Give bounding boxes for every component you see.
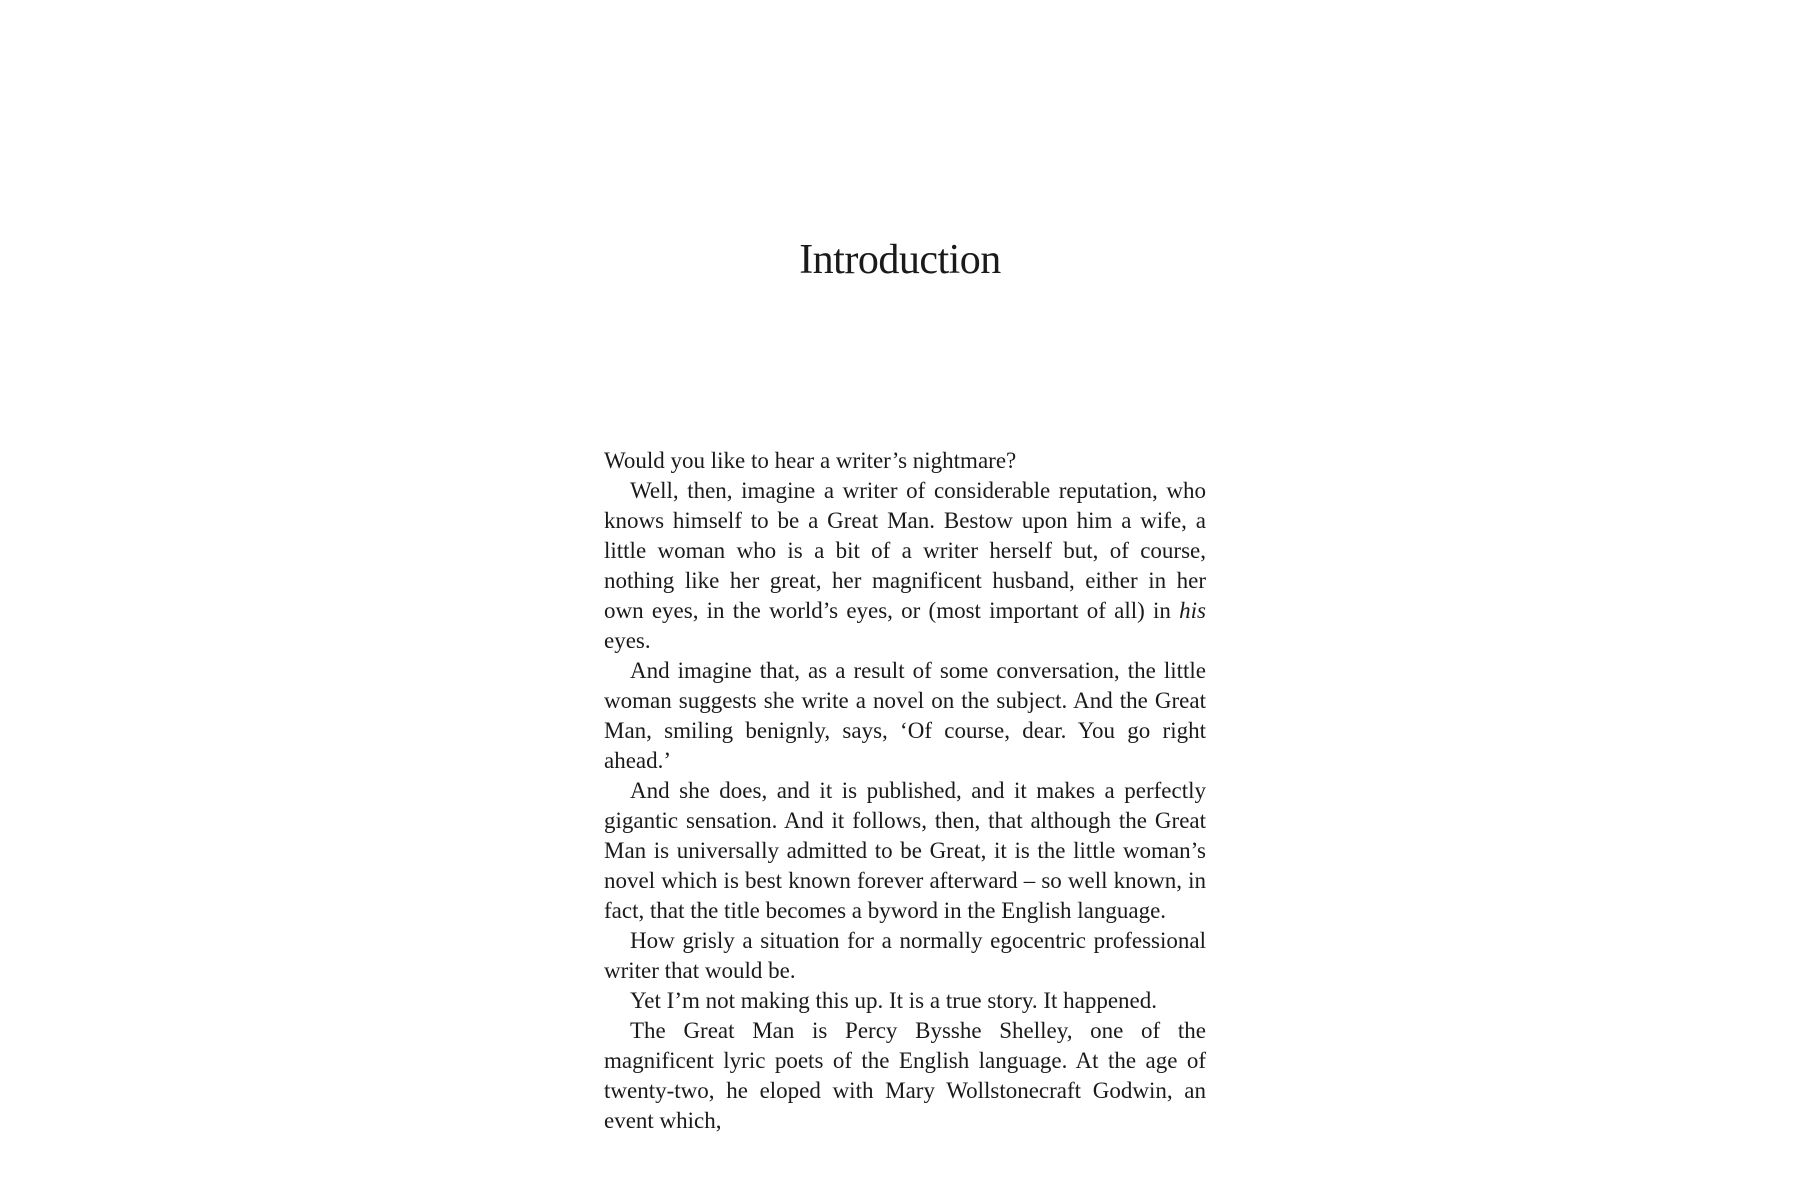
paragraph-6: Yet I’m not making this up. It is a true story. It happened. xyxy=(630,988,1158,1013)
paragraph-2 xyxy=(604,476,1206,656)
paragraph-2-text-after: eyes. xyxy=(604,628,651,653)
paragraph-1: Would you like to hear a writer’s nightmare? xyxy=(604,448,1017,473)
paragraph-2-emphasis: his xyxy=(1179,598,1206,623)
chapter-body xyxy=(604,446,1206,1136)
paragraph-5: How grisly a situation for a normally egocentric professional writer that would be. xyxy=(604,928,1206,983)
paragraph-3: And imagine that, as a result of some conversation, the little woman suggests she write a novel on the subject. And the Great Man, smiling benignly, says, ‘Of course, dear. You go right ahead.’ xyxy=(604,658,1206,773)
paragraph-2-text-before: Well, then, imagine a writer of considerable reputation, who knows himself to be a Great Man. Bestow upon him a wife, a little woman who is a bit of a writer herself but, of course, nothing like her great, her magnificent husband, either in her own eyes, in the world’s eyes, or (most important of all) in xyxy=(604,478,1206,623)
paragraph-4: And she does, and it is published, and it makes a perfectly gigantic sensation. And it follows, then, that although the Great Man is universally admitted to be Great, it is the little woman’s novel which is best known forever afterward – so well known, in fact, that the title becomes a byword in the English language. xyxy=(604,778,1206,923)
paragraph-7: The Great Man is Percy Bysshe Shelley, one of the magnificent lyric poets of the English language. At the age of twenty-two, he eloped with Mary Wollstonecraft Godwin, an event which, xyxy=(604,1018,1206,1133)
chapter-title: Introduction xyxy=(799,237,1001,283)
